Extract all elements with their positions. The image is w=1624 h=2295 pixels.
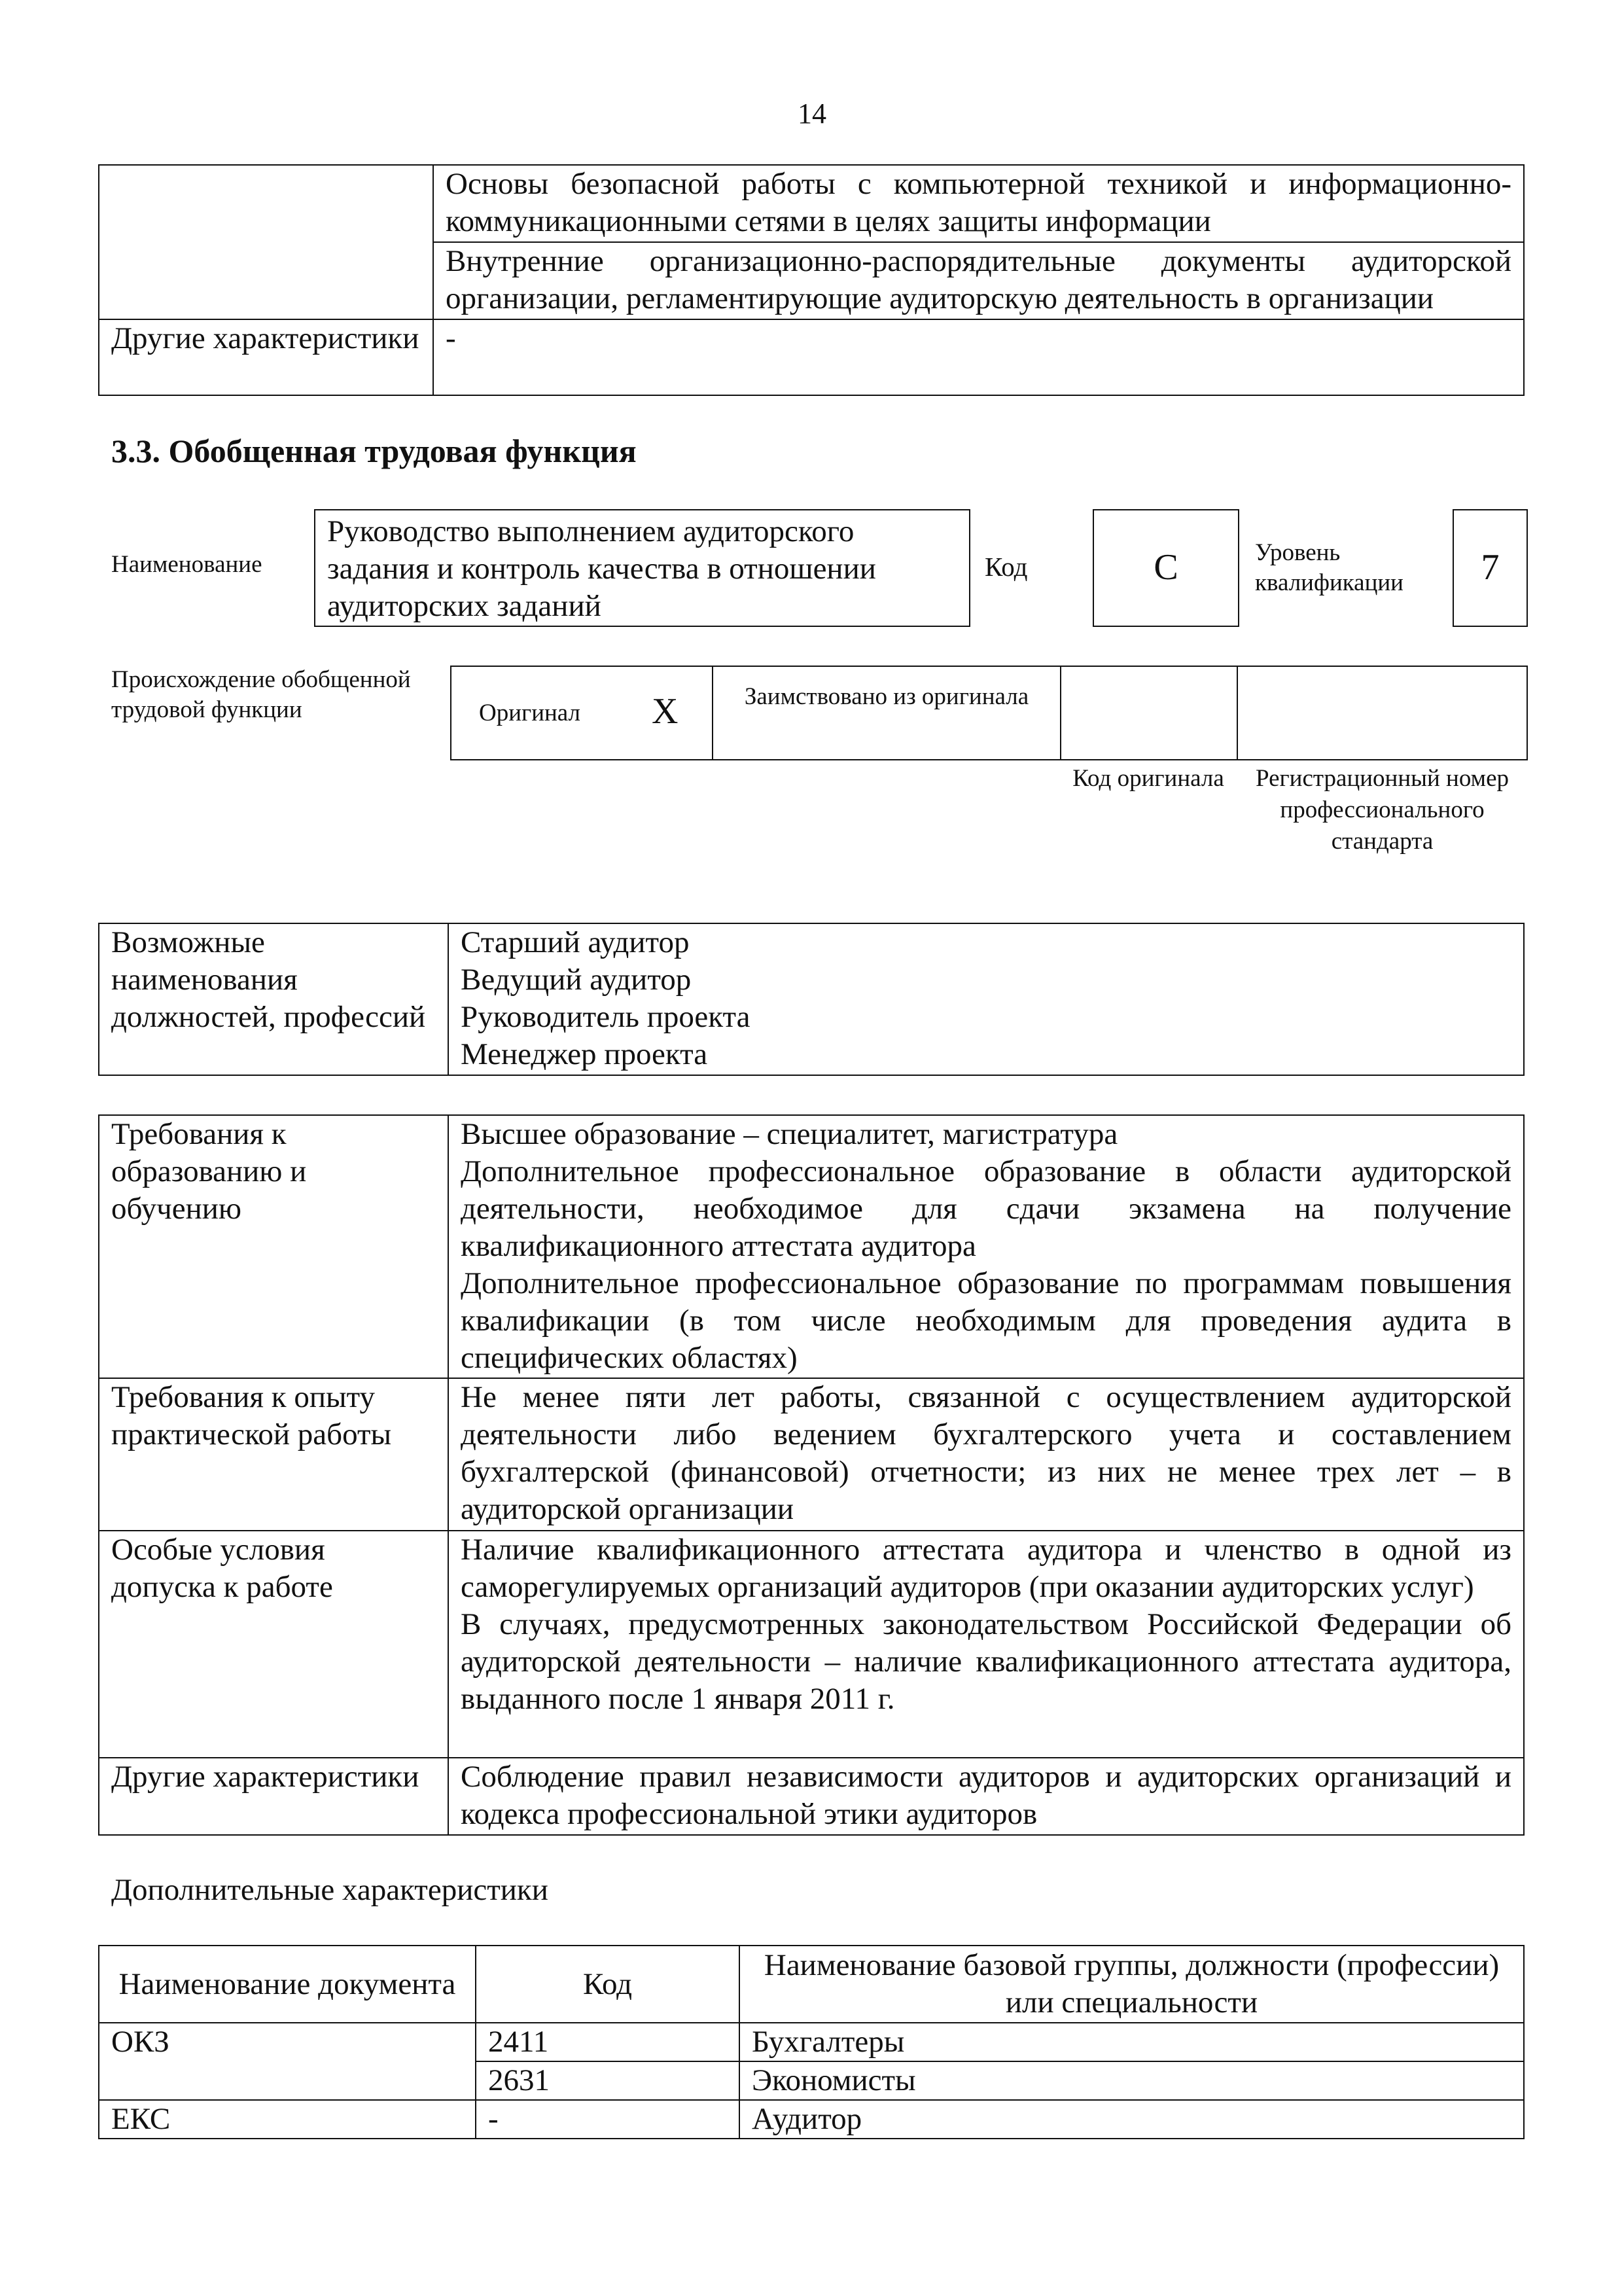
gtf-code-label: Код — [985, 552, 1028, 582]
requirement-text — [448, 1378, 1524, 1531]
code-cell: - — [476, 2100, 739, 2139]
positions-label: Возможные наименования должностей, профессий — [99, 923, 448, 1075]
list-item: Ведущий аудитор — [461, 963, 692, 997]
paragraph: Соблюдение правил независимости аудиторов и аудиторских организаций и кодекса профессиональной этики аудиторов — [461, 1760, 1511, 1831]
list-item: Менеджер проекта — [461, 1037, 708, 1071]
table-row — [99, 1115, 1524, 1378]
page-number: 14 — [798, 98, 826, 130]
requirement-label: Другие характеристики — [99, 1758, 448, 1835]
code-cell: 2631 — [476, 2061, 739, 2100]
gtf-code-box — [1093, 509, 1239, 627]
positions-table — [98, 923, 1525, 1076]
gtf-name-box — [314, 509, 970, 627]
row-text: - — [433, 319, 1524, 395]
paragraph: Высшее образование – специалитет, магистратура — [461, 1117, 1118, 1151]
table-row — [99, 165, 1524, 242]
additional-table — [98, 1945, 1525, 2139]
row-text: Внутренние организационно-распорядительные документы аудиторской организации, регламентирующие аудиторскую деятельность в организации — [433, 242, 1524, 319]
additional-title: Дополнительные характеристики — [111, 1873, 548, 1907]
row-label — [99, 165, 433, 319]
origin-code-caption: Код оригинала — [1072, 765, 1224, 792]
header-code: Код — [476, 1946, 739, 2023]
doc-cell: ОКЗ — [99, 2023, 476, 2100]
paragraph: Наличие квалификационного аттестата аудитора и членство в одной из саморегулируемых организаций аудиторов (при оказании аудиторских услуг) — [461, 1533, 1511, 1604]
row-label: Другие характеристики — [99, 319, 433, 395]
table-row — [99, 1758, 1524, 1835]
gtf-level-label: Уровень квалификации — [1255, 539, 1403, 596]
origin-label: Происхождение обобщенной трудовой функции — [111, 666, 411, 723]
requirements-table — [98, 1114, 1525, 1836]
header-doc: Наименование документа — [99, 1946, 476, 2023]
table-row — [99, 2100, 1524, 2139]
table-row — [99, 923, 1524, 1075]
origin-borrowed-label: Заимствовано из оригинала — [744, 683, 1029, 710]
table-row — [99, 1378, 1524, 1531]
origin-divider — [1237, 666, 1238, 760]
requirement-text — [448, 1531, 1524, 1758]
origin-reg-caption: Регистрационный номер профессионального стандарта — [1255, 765, 1509, 855]
paragraph: В случаях, предусмотренных законодательством Российской Федерации об аудиторской деятельности – наличие квалификационного аттестата аудитора, выданного после 1 января 2011 г. — [461, 1607, 1511, 1716]
list-item: Старший аудитор — [461, 925, 690, 959]
origin-original-mark: X — [652, 691, 679, 732]
gtf-name-label: Наименование — [111, 551, 262, 578]
code-cell: 2411 — [476, 2023, 739, 2061]
requirement-label: Требования к опыту практической работы — [99, 1378, 448, 1531]
origin-table — [450, 666, 1528, 760]
positions-list — [448, 923, 1524, 1075]
table-row — [99, 2023, 1524, 2061]
section-heading: 3.3. Обобщенная трудовая функция — [111, 433, 637, 469]
requirement-text — [448, 1115, 1524, 1378]
requirement-label: Особые условия допуска к работе — [99, 1531, 448, 1758]
origin-divider — [712, 666, 713, 760]
list-item: Руководитель проекта — [461, 1000, 750, 1034]
name-cell: Бухгалтеры — [739, 2023, 1524, 2061]
name-cell: Аудитор — [739, 2100, 1524, 2139]
table-row — [99, 1531, 1524, 1758]
gtf-name-value: Руководство выполнением аудиторского задания и контроль качества в отношении аудиторских заданий — [327, 514, 876, 623]
paragraph: Не менее пяти лет работы, связанной с осуществлением аудиторской деятельности либо ведением бухгалтерского учета и составлением бухгалтерской (финансовой) отчетности; из них не менее трех лет – в аудиторской организации — [461, 1380, 1511, 1526]
requirement-text — [448, 1758, 1524, 1835]
header-name: Наименование базовой группы, должности (профессии) или специальности — [739, 1946, 1524, 2023]
top-table — [98, 164, 1525, 396]
table-row — [99, 319, 1524, 395]
gtf-code-value: C — [1154, 547, 1178, 588]
requirement-label: Требования к образованию и обучению — [99, 1115, 448, 1378]
table-header-row — [99, 1946, 1524, 2023]
origin-divider — [1060, 666, 1061, 760]
paragraph: Дополнительное профессиональное образование по программам повышения квалификации (в том числе необходимым для проведения аудита в специфических областях) — [461, 1266, 1511, 1375]
name-cell: Экономисты — [739, 2061, 1524, 2100]
origin-original-label: Оригинал — [479, 700, 581, 726]
gtf-level-box — [1453, 509, 1528, 627]
row-text: Основы безопасной работы с компьютерной техникой и информационно-коммуникационными сетями в целях защиты информации — [433, 165, 1524, 242]
gtf-level-value: 7 — [1481, 547, 1500, 588]
doc-cell: ЕКС — [99, 2100, 476, 2139]
paragraph: Дополнительное профессиональное образование в области аудиторской деятельности, необходимое для сдачи экзамена на получение квалификационного аттестата аудитора — [461, 1154, 1511, 1263]
